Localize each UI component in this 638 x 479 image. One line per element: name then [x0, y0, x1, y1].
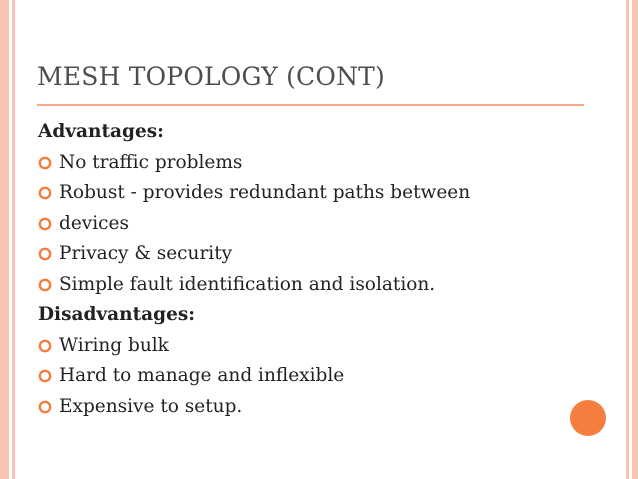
circle-outline-bullet-icon	[38, 247, 52, 261]
list-item	[38, 178, 578, 209]
list-item	[38, 270, 578, 301]
list-item-text: Simple fault identification and isolation.	[59, 273, 436, 295]
section-heading-disadvantages: Disadvantages:	[38, 304, 196, 325]
list-item-text: Hard to manage and inflexible	[59, 365, 345, 386]
title-underline	[37, 104, 584, 106]
circle-outline-bullet-icon	[38, 278, 52, 292]
left-border-stripe	[0, 0, 9, 479]
circle-outline-bullet-icon	[38, 156, 52, 170]
list-item-text: Robust - provides redundant paths between	[59, 182, 471, 203]
circle-outline-bullet-icon	[38, 339, 52, 353]
list-item	[38, 209, 578, 240]
circle-outline-bullet-icon	[38, 186, 52, 200]
list-item	[38, 392, 578, 423]
list-item	[38, 361, 578, 392]
list-item	[38, 148, 578, 179]
list-item-text: Wiring bulk	[59, 334, 169, 356]
slide-content	[38, 117, 578, 422]
left-border-thin-stripe	[12, 0, 15, 479]
list-item-text: No traffic problems	[59, 151, 243, 173]
list-item-text: Privacy & security	[59, 243, 233, 264]
list-item	[38, 331, 578, 362]
list-item-text: Expensive to setup.	[59, 395, 243, 417]
right-border-stripe	[632, 0, 638, 479]
orange-circle-decoration	[570, 400, 606, 436]
right-border-thin-stripe	[626, 0, 629, 479]
section-heading-advantages: Advantages:	[38, 121, 164, 142]
list-item	[38, 239, 578, 270]
circle-outline-bullet-icon	[38, 369, 52, 383]
slide-title: MESH TOPOLOGY (CONT)	[37, 62, 385, 91]
list-item-text: devices	[59, 212, 129, 234]
circle-outline-bullet-icon	[38, 400, 52, 414]
circle-outline-bullet-icon	[38, 217, 52, 231]
